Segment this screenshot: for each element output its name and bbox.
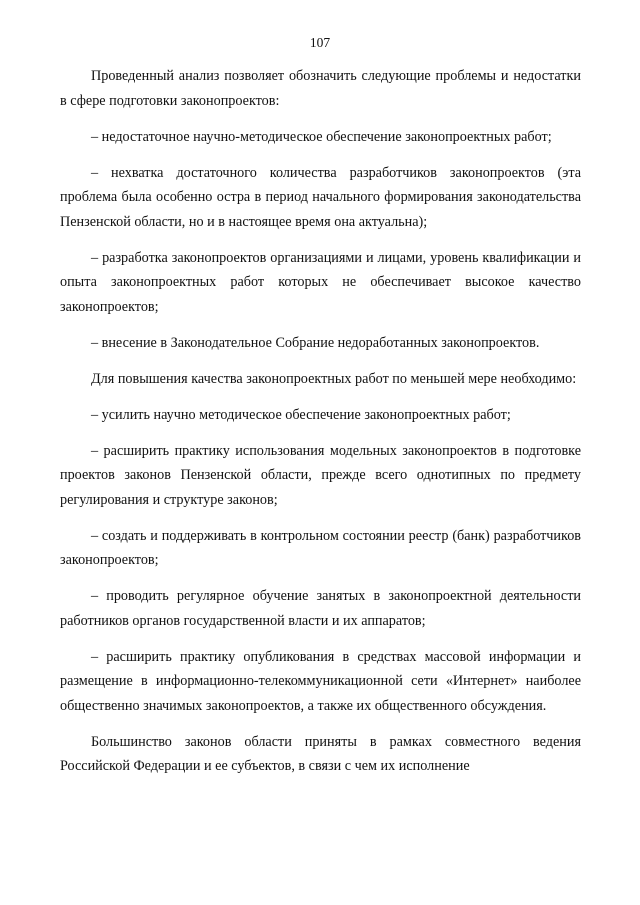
list-item-training: – проводить регулярное обучение занятых в законопроектной деятельности работников органов государственной власти и их аппаратов;: [60, 588, 581, 629]
list-item-publication: – расширить практику опубликования в средствах массовой информации и размещение в информационно-телекоммуникационной сети «Интернет» наиболее общественно значимых законопроектов, а также их общественного обсуждения.: [60, 648, 581, 714]
list-item-qualification: – разработка законопроектов организациями и лицами, уровень квалификации и опыта законопроектных работ которых не обеспечивает высокое качество законопроектов;: [60, 249, 581, 315]
list-item-developer-registry: – создать и поддерживать в контрольном состоянии реестр (банк) разработчиков законопроектов;: [60, 527, 581, 568]
list-item-unfinished-bills: – внесение в Законодательное Собрание недоработанных законопроектов.: [91, 334, 540, 351]
page-number: 107: [309, 35, 331, 50]
paragraph-improvement-intro: Для повышения качества законопроектных работ по меньшей мере необходимо:: [91, 370, 577, 387]
list-item-developers-shortage: – нехватка достаточного количества разработчиков законопроектов (эта проблема была особенно остра в период начального формирования законодательства Пензенской области, но и в настоящее время она актуальна);: [60, 164, 581, 230]
document-body: [60, 64, 581, 790]
paragraph-joint-jurisdiction: Большинство законов области приняты в рамках совместного ведения Российской Федерации и ее субъектов, в связи с чем их исполнение: [60, 733, 581, 774]
paragraph-analysis-intro: Проведенный анализ позволяет обозначить следующие проблемы и недостатки в сфере подготовки законопроектов:: [60, 68, 581, 109]
list-item-methodology: – недостаточное научно-методическое обеспечение законопроектных работ;: [91, 128, 552, 145]
list-item-strengthen-methodology: – усилить научно методическое обеспечение законопроектных работ;: [91, 406, 511, 423]
list-item-model-bills: – расширить практику использования модельных законопроектов в подготовке проектов законов Пензенской области, прежде всего однотипных по предмету регулирования и структуре законов;: [60, 442, 581, 508]
